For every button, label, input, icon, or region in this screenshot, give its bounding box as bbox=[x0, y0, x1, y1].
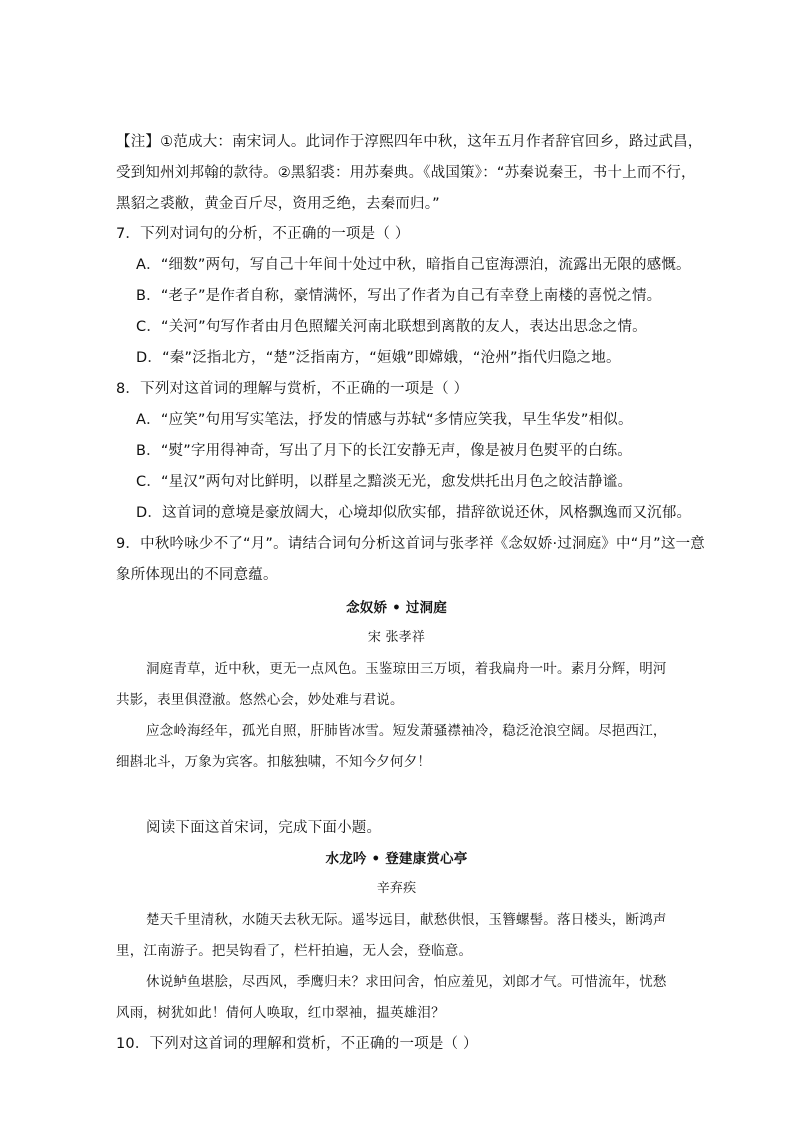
option-d: D．“秦”泛指北方，“楚”泛指南方，“姮娥”即嫦娥，“沧州”指代归隐之地。 bbox=[136, 350, 621, 366]
question-stem: 10．下列对这首词的理解和赏析，不正确的一项是（ ） bbox=[116, 1036, 478, 1052]
option-a: A．“细数”两句，写自己十年间十处过中秋，暗指自己宦海漂泊，流露出无限的感慨。 bbox=[136, 257, 691, 273]
poem-title: 念奴娇 • 过洞庭 bbox=[346, 600, 447, 616]
question-stem: 象所体现出的不同意蕴。 bbox=[116, 567, 278, 583]
poem-line: 共影，表里俱澄澈。悠然心会，妙处难与君说。 bbox=[116, 692, 404, 708]
poem-title: 水龙吟 • 登建康赏心亭 bbox=[325, 851, 468, 867]
note-line: 【注】①范成大：南宋词人。此词作于淳熙四年中秋，这年五月作者辞官回乡，路过武昌， bbox=[116, 134, 703, 150]
poem-line: 里，江南游子。把吴钩看了，栏杆拍遍，无人会，登临意。 bbox=[116, 943, 473, 959]
option-b: B．“老子”是作者自称，豪情满怀，写出了作者为自己有幸登上南楼的喜悦之情。 bbox=[136, 288, 662, 304]
poem-line: 楚天千里清秋，水随天去秋无际。遥岑远目，献愁供恨，玉簪螺髻。落日楼头，断鸿声 bbox=[146, 912, 667, 928]
reading-instruction: 阅读下面这首宋词，完成下面小题。 bbox=[146, 820, 382, 836]
option-d: D．这首词的意境是豪放阔大，心境却似欣实郁，措辞欲说还休，风格飘逸而又沉郁。 bbox=[136, 505, 692, 521]
question-stem: 9．中秋吟咏少不了“月”。请结合词句分析这首词与张孝祥《念奴娇·过洞庭》中“月”这一意 bbox=[116, 536, 705, 552]
option-c: C．“星汉”两句对比鲜明，以群星之黯淡无光，愈发烘托出月色之皎洁静谧。 bbox=[136, 474, 633, 490]
poem-line: 应念岭海经年，孤光自照，肝肺皆冰雪。短发萧骚襟袖冷，稳泛沧浪空阔。尽挹西江， bbox=[146, 723, 667, 739]
poem-author: 辛弃疾 bbox=[376, 881, 417, 896]
poem-line: 洞庭青草，近中秋，更无一点风色。玉鉴琼田三万顷，着我扁舟一叶。素月分辉，明河 bbox=[146, 661, 667, 677]
option-b: B．“熨”字用得神奇，写出了月下的长江安静无声，像是被月色熨平的白练。 bbox=[136, 443, 632, 459]
question-stem: 7．下列对词句的分析，不正确的一项是（ ） bbox=[116, 226, 410, 242]
poem-line: 风雨，树犹如此！倩何人唤取，红巾翠袖，揾英雄泪？ bbox=[116, 1005, 445, 1021]
option-c: C．“关河”句写作者由月色照耀关河南北联想到离散的友人，表达出思念之情。 bbox=[136, 319, 647, 335]
poem-line: 细斟北斗，万象为宾客。扣舷独啸，不知今夕何夕！ bbox=[116, 754, 432, 770]
poem-line: 休说鲈鱼堪脍，尽西风，季鹰归未？求田问舍，怕应羞见，刘郎才气。可惜流年，忧愁 bbox=[146, 974, 667, 990]
note-line: 黑貂之裘敝，黄金百斤尽，资用乏绝，去秦而归。” bbox=[116, 196, 440, 212]
note-line: 受到知州刘邦翰的款待。②黑貂裘：用苏秦典。《战国策》：“苏秦说秦王，书十上而不行， bbox=[116, 165, 696, 181]
poem-author: 宋 张孝祥 bbox=[367, 630, 426, 645]
question-stem: 8．下列对这首词的理解与赏析，不正确的一项是（ ） bbox=[116, 381, 469, 397]
option-a: A．“应笑”句用写实笔法，抒发的情感与苏轼“多情应笑我，早生华发”相似。 bbox=[136, 412, 633, 428]
